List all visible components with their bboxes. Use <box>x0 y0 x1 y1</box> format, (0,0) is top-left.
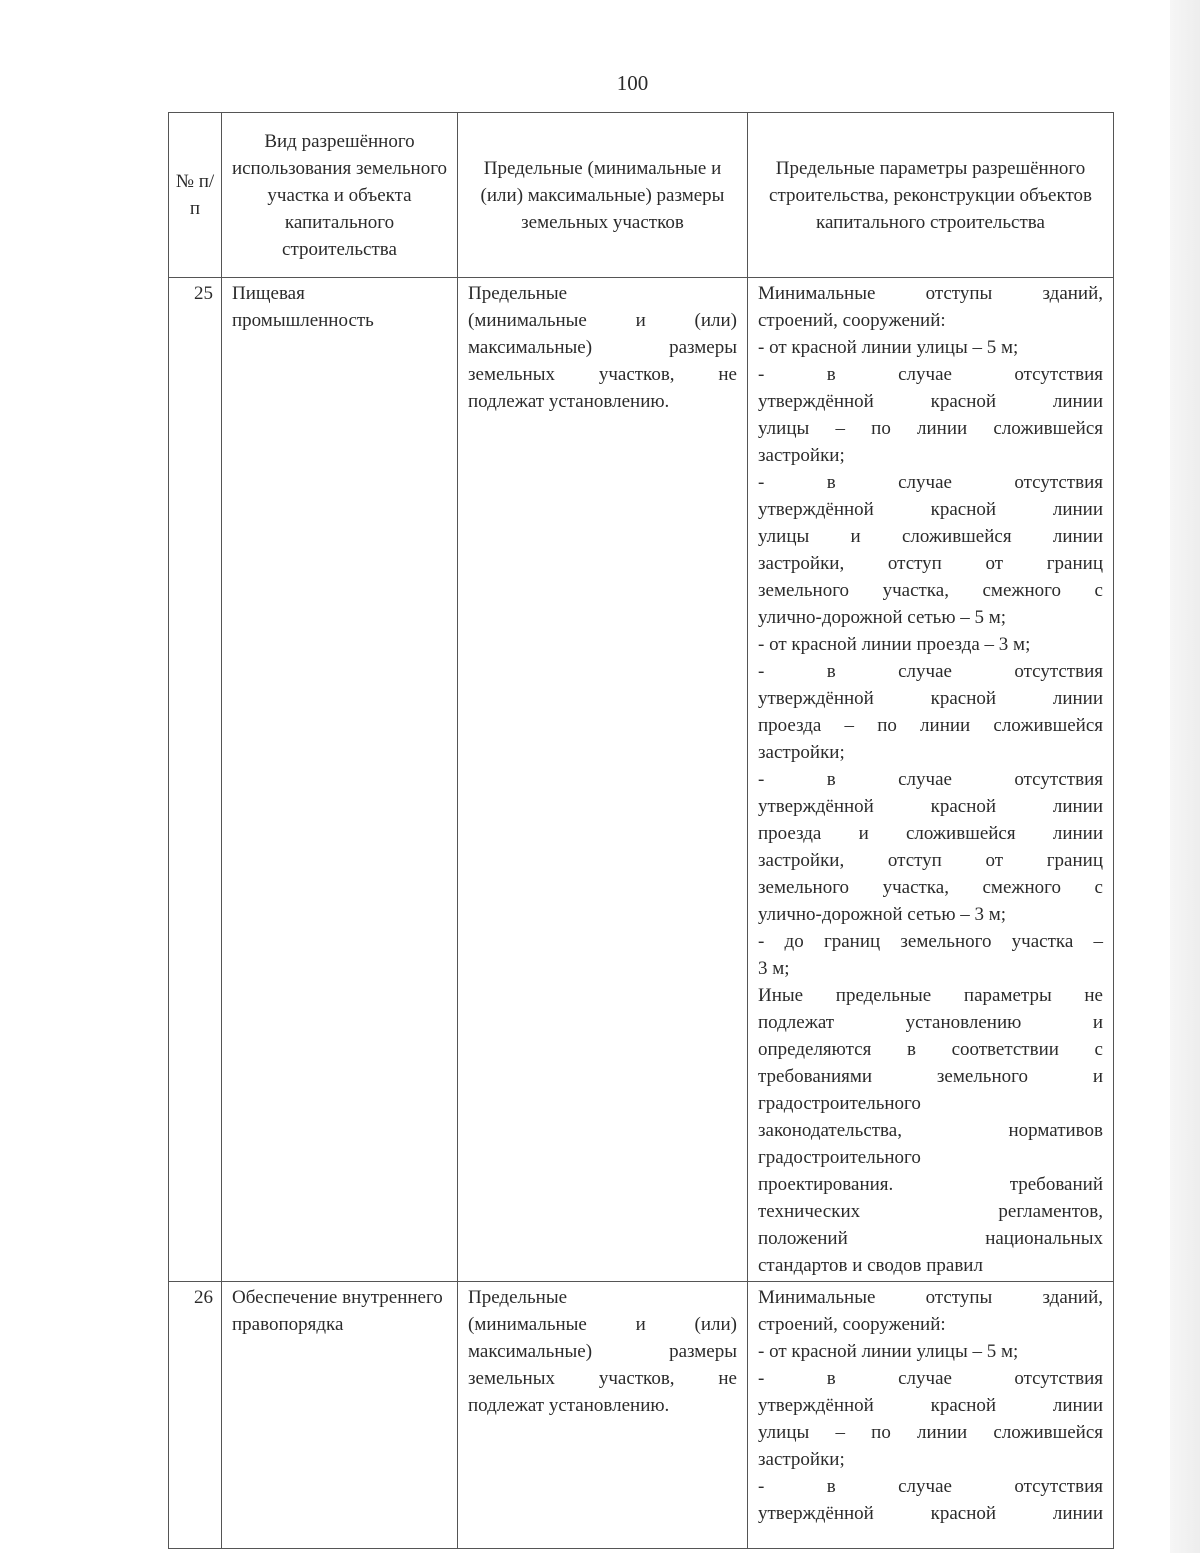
row-plot-sizes <box>458 1282 748 1549</box>
cell-text-line: земельного участка, смежного с <box>758 580 1103 601</box>
cell-text-line: утверждённой красной линии <box>758 1395 1103 1416</box>
cell-text-line: положений национальных <box>758 1228 1103 1249</box>
cell-text-line: утверждённой красной линии <box>758 391 1103 412</box>
cell-text-line: - в случае отсутствия <box>758 364 1103 385</box>
cell-text-line: земельного участка, смежного с <box>758 877 1103 898</box>
cell-text-line: Предельные <box>468 283 568 304</box>
cell-text-line: - до границ земельного участка – <box>758 931 1103 952</box>
table-row <box>169 278 1114 1282</box>
cell-text-line: проезда и сложившейся линии <box>758 823 1103 844</box>
row-construction-params <box>748 1282 1114 1549</box>
cell-text-line: утверждённой красной линии <box>758 688 1103 709</box>
cell-text-line: Иные предельные параметры не <box>758 985 1103 1006</box>
table-body <box>169 278 1114 1549</box>
cell-text-line: улично-дорожной сетью – 5 м; <box>758 607 1007 628</box>
cell-text-line: - от красной линии проезда – 3 м; <box>758 634 1031 655</box>
cell-text-line: - в случае отсутствия <box>758 661 1103 682</box>
cell-text-line: строений, сооружений: <box>758 1314 946 1335</box>
cell-text-line: утверждённой красной линии <box>758 1503 1103 1524</box>
cell-text-line: (минимальные и (или) <box>468 1314 737 1335</box>
cell-text-line: Минимальные отступы зданий, <box>758 283 1103 304</box>
row-permitted-use: Пищевая промышленность <box>222 278 458 1282</box>
header-plot-sizes: Предельные (минимальные и (или) максимальные) размеры земельных участков <box>458 113 748 278</box>
header-permitted-use: Вид разрешённого использования земельного участка и объекта капитального строительства <box>222 113 458 278</box>
cell-text-line: застройки; <box>758 445 845 466</box>
cell-text-line: подлежат установлению. <box>468 391 670 412</box>
cell-text-line: законодательства, нормативов <box>758 1120 1103 1141</box>
header-construction-params: Предельные параметры разрешённого строительства, реконструкции объектов капитального строительства <box>748 113 1114 278</box>
row-number: 25 <box>169 278 222 1282</box>
regulations-table <box>168 112 1114 1549</box>
cell-text-line: стандартов и сводов правил <box>758 1255 983 1276</box>
page-number: 100 <box>616 71 649 95</box>
table-row <box>169 1282 1114 1549</box>
header-number: № п/п <box>169 113 222 278</box>
cell-text-line: подлежат установлению и <box>758 1012 1103 1033</box>
cell-text-line: Предельные <box>468 1287 568 1308</box>
cell-text-line: - от красной линии улицы – 5 м; <box>758 1341 1019 1362</box>
cell-text-line: земельных участков, не <box>468 364 737 385</box>
cell-text-line: - в случае отсутствия <box>758 1476 1103 1497</box>
table-header-row <box>169 113 1114 278</box>
cell-text-line: градостроительного <box>758 1147 921 1168</box>
cell-text-line: - в случае отсутствия <box>758 1368 1103 1389</box>
cell-text-line: Минимальные отступы зданий, <box>758 1287 1103 1308</box>
cell-text-line: земельных участков, не <box>468 1368 737 1389</box>
cell-text-line: требованиями земельного и <box>758 1066 1103 1087</box>
cell-text-line: максимальные) размеры <box>468 1341 737 1362</box>
cell-text-line: улично-дорожной сетью – 3 м; <box>758 904 1007 925</box>
cell-text-line: (минимальные и (или) <box>468 310 737 331</box>
cell-text-line: проектирования. требований <box>758 1174 1103 1195</box>
cell-text-line: технических регламентов, <box>758 1201 1103 1222</box>
row-permitted-use: Обеспечение внутреннего правопорядка <box>222 1282 458 1549</box>
cell-text-line: утверждённой красной линии <box>758 796 1103 817</box>
cell-text-line: застройки, отступ от границ <box>758 553 1103 574</box>
scan-edge <box>1170 0 1200 1553</box>
cell-text-line: проезда – по линии сложившейся <box>758 715 1103 736</box>
cell-text-line: подлежат установлению. <box>468 1395 670 1416</box>
cell-text-line: строений, сооружений: <box>758 310 946 331</box>
cell-text-line: максимальные) размеры <box>468 337 737 358</box>
cell-text-line: 3 м; <box>758 958 790 979</box>
cell-text-line: - в случае отсутствия <box>758 472 1103 493</box>
row-plot-sizes <box>458 278 748 1282</box>
cell-text-line: утверждённой красной линии <box>758 499 1103 520</box>
row-number: 26 <box>169 1282 222 1549</box>
cell-text-line: застройки; <box>758 742 845 763</box>
cell-text-line: улицы и сложившейся линии <box>758 526 1103 547</box>
row-construction-params <box>748 278 1114 1282</box>
cell-text-line: - от красной линии улицы – 5 м; <box>758 337 1019 358</box>
cell-text-line: застройки; <box>758 1449 845 1470</box>
cell-text-line: застройки, отступ от границ <box>758 850 1103 871</box>
cell-text-line: улицы – по линии сложившейся <box>758 418 1103 439</box>
cell-text-line: улицы – по линии сложившейся <box>758 1422 1103 1443</box>
cell-text-line: - в случае отсутствия <box>758 769 1103 790</box>
cell-text-line: определяются в соответствии с <box>758 1039 1103 1060</box>
cell-text-line: градостроительного <box>758 1093 921 1114</box>
